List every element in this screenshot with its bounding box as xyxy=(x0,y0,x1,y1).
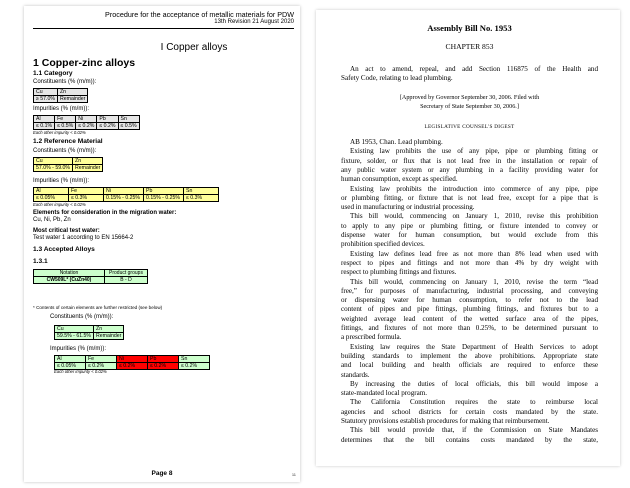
table-cell: ≤ 0.2% xyxy=(148,363,179,370)
table-cell: Cu xyxy=(34,158,73,165)
subsection-category: 1.1 Category xyxy=(33,70,73,77)
table-cell: Pb xyxy=(144,188,184,195)
pdw-document-page xyxy=(24,6,300,482)
table-cell: Product groups xyxy=(105,270,148,277)
table-cell: ≤ 0.05% xyxy=(55,363,86,370)
section-title: 1 Copper-zinc alloys xyxy=(33,57,136,69)
table-cell: Fe xyxy=(69,188,104,195)
digest-line: to apply to any pipe or plumbing fitting, or fixture intended to convey or xyxy=(341,221,598,230)
table-cell: ≤ 0.2% xyxy=(179,363,210,370)
impurities-label: Impurities (% (m/m)): xyxy=(33,178,89,184)
bill-chapter: CHAPTER 853 xyxy=(445,42,494,51)
accepted-constituents-table xyxy=(54,325,124,340)
table-cell: B - D xyxy=(105,277,148,284)
table-cell: ≤ 0.2% xyxy=(117,363,148,370)
digest-line: This bill would, commencing on January 1, 2010, revise this prohibition xyxy=(350,212,598,221)
digest-line: any public water system or any plumbing in a facility providing water for xyxy=(341,165,598,174)
table-cell: Zn xyxy=(94,326,124,333)
alloy-note: * Contents of certain elements are further restricted (see below) xyxy=(33,305,163,310)
table-cell: 59.5% - 61.5% xyxy=(55,333,94,340)
constituents-label: Constituents (% (m/m)): xyxy=(33,79,97,85)
table-cell: Al xyxy=(34,116,55,123)
digest-line: Existing law prohibits the introduction into commerce of any pipe, pipe xyxy=(350,184,598,193)
digest-line: This bill would, commencing on January 1, 2010, revise the term “lead xyxy=(350,277,598,286)
subsection-accepted: 1.3 Accepted Alloys xyxy=(33,246,95,253)
digest-line: a prescribed formula. xyxy=(341,333,402,342)
digest-line: Existing law prohibits the use of any pipe, pipe or plumbing fitting or xyxy=(350,147,598,156)
migration-elements: Cu, Ni, Pb, Zn xyxy=(33,217,71,223)
table-cell: ≤ 0.2% xyxy=(97,123,118,130)
digest-line: respect to plumbing fittings and fixtures. xyxy=(341,268,457,277)
impurity-note: Each other impurity < 0.02% xyxy=(33,130,86,135)
table-cell: Zn xyxy=(73,158,103,165)
category-impurities-table xyxy=(33,115,140,130)
critical-title: Most critical test water: xyxy=(33,228,100,234)
table-cell: Sn xyxy=(184,188,219,195)
constituents-label: Constituents (% (m/m)): xyxy=(33,148,97,154)
table-cell: Zn xyxy=(58,89,88,96)
digest-line: fittings, and fixtures of not more than 0.25%, to be determined pursuant to xyxy=(341,324,598,332)
impurities-label: Impurities (% (m/m)): xyxy=(33,106,89,112)
table-cell: ≤ 0.3% xyxy=(69,195,104,202)
digest-line: dispense water for human consumption, but would exclude from this xyxy=(341,231,598,239)
table-cell: Ni xyxy=(117,356,148,363)
page-footer: Page 8 xyxy=(151,470,173,477)
table-cell: Cu xyxy=(55,326,94,333)
approval-line: Secretary of State September 30, 2006.] xyxy=(420,103,519,110)
constituents-label: Constituents (% (m/m)): xyxy=(50,314,114,320)
table-cell: 0.15% - 0.25% xyxy=(144,195,184,202)
table-cell: ≤ 0.2% xyxy=(76,123,97,130)
digest-line: determines that the bill contains costs mandated by the state, xyxy=(341,435,598,444)
table-cell: Fe xyxy=(86,356,117,363)
critical-value: Test water 1 according to EN 15664-2 xyxy=(33,235,134,241)
digest-line: weighted average lead content of the wetted surface area of the pipes, xyxy=(341,314,598,323)
table-cell: Remainder xyxy=(73,165,103,172)
table-cell: ≤ 0.5% xyxy=(118,123,139,130)
table-cell: Fe xyxy=(55,116,76,123)
digest-line: free,” for purposes of manufacturing, industrial processing, and conveying xyxy=(341,286,598,295)
table-cell: Remainder xyxy=(58,96,88,103)
table-cell: ≤ 0.1% xyxy=(34,123,55,130)
digest-line: fixture, solder, or flux that is not lead free in the installation or repair of xyxy=(341,156,598,165)
bill-title: Assembly Bill No. 1953 xyxy=(427,23,512,33)
approval-line: [Approved by Governor September 30, 2006. Filed with xyxy=(399,94,540,101)
category-constituents-table xyxy=(33,88,88,103)
table-cell: Sn xyxy=(179,356,210,363)
reference-impurities-table xyxy=(33,187,219,202)
header-revision: 13th Revision 21 August 2020 xyxy=(214,19,294,25)
table-cell: 0.15% - 0.25% xyxy=(104,195,144,202)
table-cell: Al xyxy=(34,188,69,195)
table-cell: ≤ 0.5% xyxy=(55,123,76,130)
digest-line: or plumbing fitting, or fixture that is not lead free, except for a pipe that is xyxy=(341,193,598,202)
table-cell: Sn xyxy=(118,116,139,123)
table-cell: Notation xyxy=(34,270,105,277)
digest-label: LEGISLATIVE COUNSEL'S DIGEST xyxy=(424,124,515,130)
impurities-label: Impurities (% (m/m)): xyxy=(50,346,106,352)
digest-line: Statutory provisions establish procedures for making that reimbursement. xyxy=(341,417,550,425)
table-cell: ≤ 0.05% xyxy=(34,195,69,202)
table-cell: Pb xyxy=(97,116,118,123)
migration-title: Elements for consideration in the migration water: xyxy=(33,210,177,216)
digest-line: agencies and school districts for certain costs mandated by the state. xyxy=(341,407,598,416)
table-cell: CW509L* (CuZn40) xyxy=(34,277,105,284)
digest-line: respect to pipes and fittings and not more than 4% by dry weight with xyxy=(341,258,598,267)
act-text-line: An act to amend, repeal, and add Section 116875 of the Health and xyxy=(350,65,598,73)
page-number: 11 xyxy=(291,472,296,477)
table-cell: ≤ 0.3% xyxy=(184,195,219,202)
act-text-line: Safety Code, relating to lead plumbing. xyxy=(341,74,453,82)
table-cell: Al xyxy=(55,356,86,363)
table-cell: Pb xyxy=(148,356,179,363)
accepted-impurities-table xyxy=(54,355,210,370)
table-cell: ≤ 0.2% xyxy=(86,363,117,370)
table-cell: Cu xyxy=(34,89,58,96)
digest-line: building standards to implement the above prohibitions. Appropriate state xyxy=(341,351,598,360)
table-cell: Ni xyxy=(104,188,144,195)
digest-line: state-mandated local program. xyxy=(341,389,428,398)
digest-line: used in manufacturing or industrial processing. xyxy=(341,203,475,212)
header-title: Procedure for the acceptance of metallic materials for PDW xyxy=(105,10,294,19)
digest-line: This bill would provide that, if the Commission on State Mandates xyxy=(350,426,598,435)
digest-line: or dispensing water for human consumption, to refer not to the lead xyxy=(341,296,598,305)
subsection-reference: 1.2 Reference Material xyxy=(33,138,103,145)
digest-line: Existing law defines lead free as not more than 8% lead when used with xyxy=(350,249,598,258)
digest-line: The California Constitution requires the state to reimburse local xyxy=(350,398,598,407)
assembly-bill-page xyxy=(316,10,620,466)
reference-constituents-table xyxy=(33,157,103,172)
table-cell: Remainder xyxy=(94,333,124,340)
header-rule xyxy=(33,28,294,29)
impurity-note: Each other impurity < 0.02% xyxy=(33,202,86,207)
digest-line: standards. xyxy=(341,370,370,379)
digest-line: and local building and health officials are required to enforce these xyxy=(341,361,598,370)
digest-line: AB 1953, Chan. Lead plumbing. xyxy=(350,138,443,146)
accepted-alloy-table xyxy=(33,269,148,284)
subsection-131: 1.3.1 xyxy=(33,258,48,265)
digest-line: Existing law requires the State Department of Health Services to adopt xyxy=(350,342,598,351)
digest-line: content of pipes and pipe fittings, plumbing fittings, and fixtures but to a xyxy=(341,305,598,314)
digest-line: prohibition specified devices. xyxy=(341,240,425,249)
chapter-title: I Copper alloys xyxy=(160,42,228,53)
table-cell: Ni xyxy=(76,116,97,123)
digest-line: human consumption, except as specified. xyxy=(341,175,458,184)
impurity-note: Each other impurity < 0.02% xyxy=(54,369,107,374)
table-cell: 57.0% - 59.0% xyxy=(34,165,73,172)
digest-line: By increasing the duties of local officials, this bill would impose a xyxy=(350,379,598,388)
table-cell: ≥ 57.0% xyxy=(34,96,58,103)
